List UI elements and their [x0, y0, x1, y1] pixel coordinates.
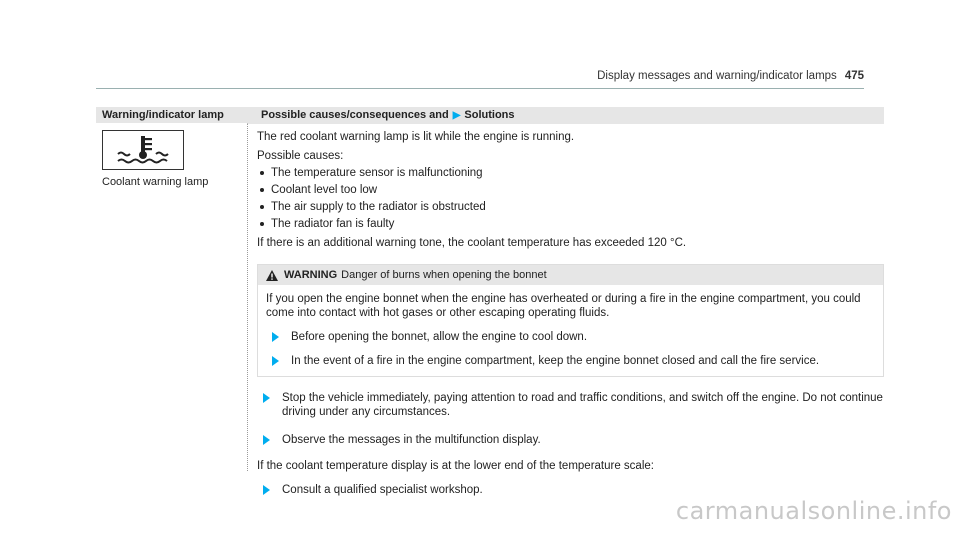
- watermark: carmanualsonline.info: [675, 497, 952, 525]
- low-temp-note: If the coolant temperature display is at the lower end of the temperature scale:: [257, 460, 654, 472]
- warning-lamp-table: [96, 107, 884, 496]
- warning-triangle-icon: [266, 270, 278, 281]
- warning-title: Danger of burns when opening the bonnet: [341, 269, 547, 281]
- step-arrow-icon: [263, 393, 270, 403]
- action-step-text: Stop the vehicle immediately, paying attention to road and traffic conditions, and switch off the engine. Do not continue driving under any circumstances.: [282, 392, 883, 418]
- warning-step: [266, 330, 875, 344]
- step-arrow-icon: [263, 485, 270, 495]
- tone-note: If there is an additional warning tone, the coolant temperature has exceeded 120 °C.: [257, 237, 687, 249]
- column-header-causes-label: Possible causes/consequences and: [261, 109, 449, 121]
- step-arrow-icon: [272, 356, 279, 366]
- step-arrow-icon: [272, 332, 279, 342]
- table-header: [96, 107, 884, 123]
- page-header: [96, 70, 864, 82]
- warning-box: [257, 264, 884, 377]
- header-divider: [96, 88, 864, 89]
- column-header-solutions-label: Solutions: [464, 109, 515, 121]
- intro-text: The red coolant warning lamp is lit while the engine is running.: [257, 131, 575, 143]
- warning-step-text: In the event of a fire in the engine compartment, keep the engine bonnet closed and call the fire service.: [291, 355, 820, 367]
- warning-step: [266, 354, 875, 368]
- column-header-lamp: Warning/indicator lamp: [102, 109, 224, 121]
- column-header-causes: [254, 109, 884, 121]
- action-step: [257, 483, 884, 497]
- arrow-right-icon: ▶: [452, 109, 461, 121]
- warning-label: WARNING: [284, 269, 338, 281]
- lamp-cell: [96, 123, 247, 471]
- table-row: [96, 123, 884, 496]
- action-step-text: Consult a qualified specialist workshop.: [282, 484, 483, 496]
- action-step: [257, 391, 884, 419]
- list-item: The radiator fan is faulty: [257, 217, 884, 231]
- step-arrow-icon: [263, 435, 270, 445]
- lamp-symbol-box: [102, 130, 184, 170]
- list-item: The air supply to the radiator is obstructed: [257, 200, 884, 214]
- causes-list: [257, 166, 884, 231]
- warning-step-text: Before opening the bonnet, allow the engine to cool down.: [291, 331, 588, 343]
- coolant-temperature-icon: [112, 134, 174, 166]
- page-header-title: Display messages and warning/indicator lamps: [597, 70, 837, 82]
- action-steps: [257, 391, 884, 447]
- list-item: Coolant level too low: [257, 183, 884, 197]
- action-step-text: Observe the messages in the multifunction display.: [282, 434, 541, 446]
- page-number: 475: [844, 70, 864, 82]
- action-step: [257, 433, 884, 447]
- warning-text: If you open the engine bonnet when the engine has overheated or during a fire in the engine compartment, you could come into contact with hot gases or other escaping operating fluids.: [266, 293, 861, 319]
- warning-body: [258, 285, 883, 376]
- warning-header: [258, 265, 883, 285]
- list-item: The temperature sensor is malfunctioning: [257, 166, 884, 180]
- lamp-caption: Coolant warning lamp: [102, 176, 209, 188]
- causes-label: Possible causes:: [257, 150, 344, 162]
- solutions-cell: [247, 123, 884, 496]
